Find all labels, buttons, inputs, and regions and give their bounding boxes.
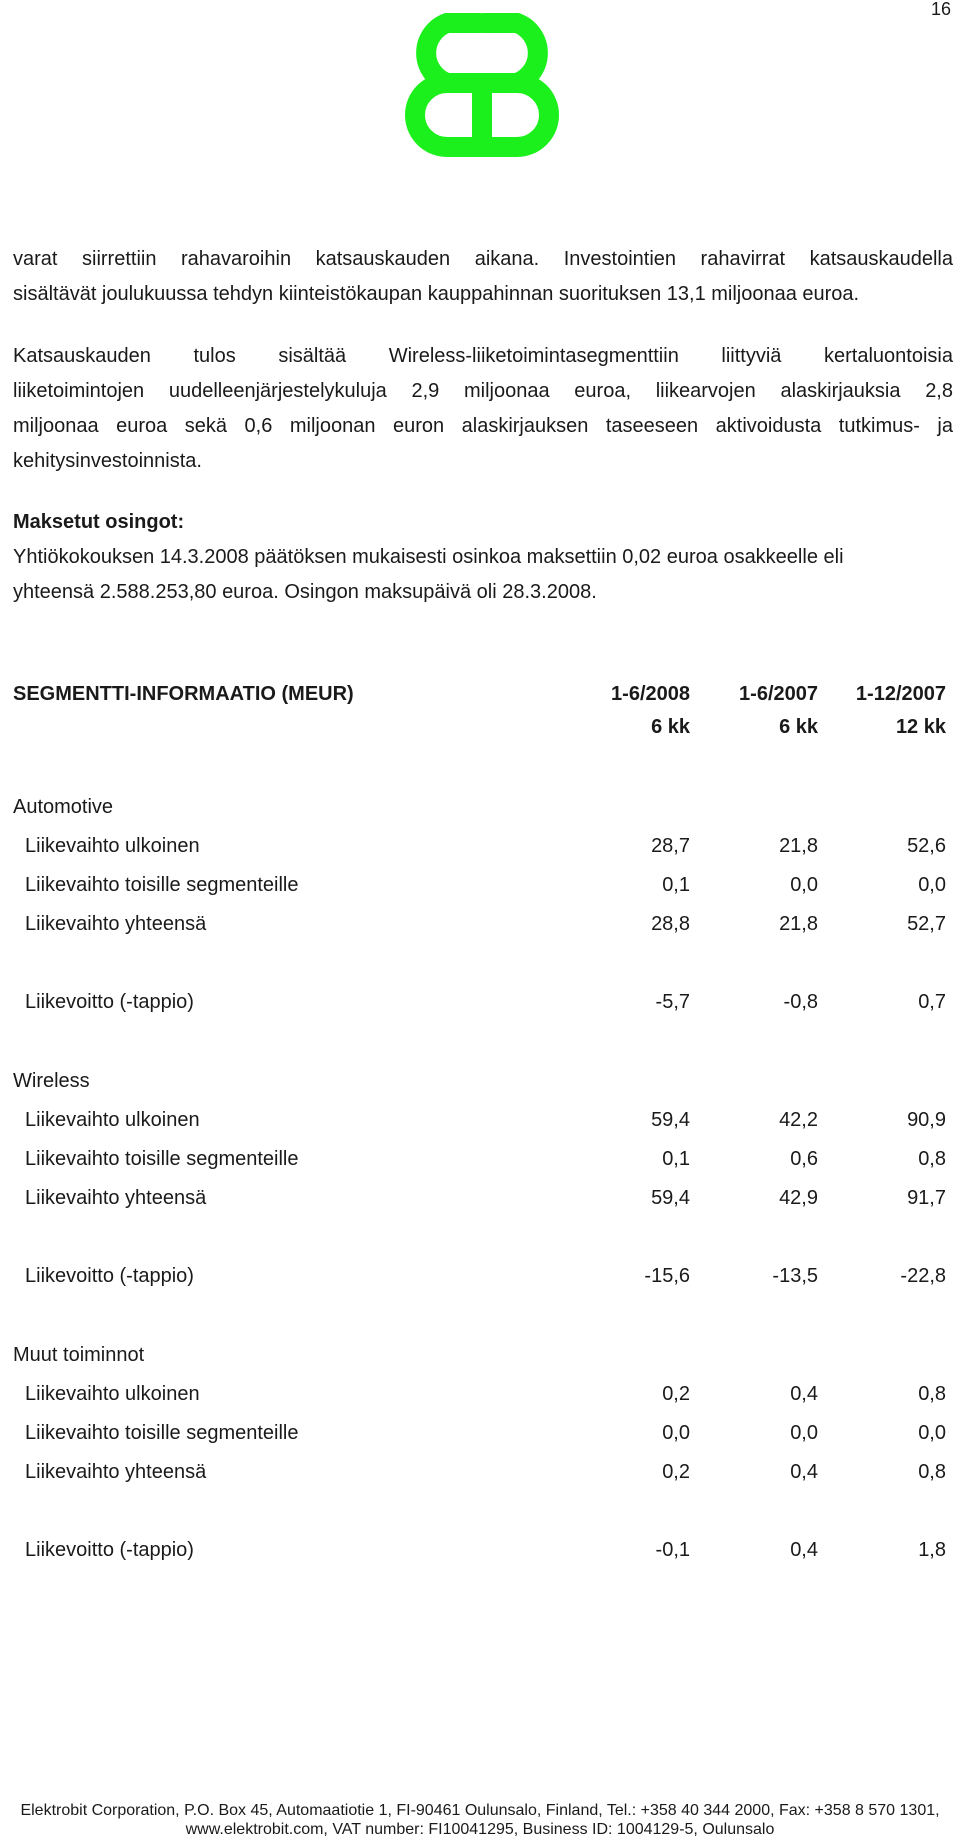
row-value: 0,0 bbox=[662, 1422, 690, 1444]
section-heading-row bbox=[0, 1065, 960, 1097]
row-label: Liikevaihto yhteensä bbox=[25, 1187, 207, 1209]
row-label: Liikevoitto (-tappio) bbox=[25, 991, 194, 1013]
footer-company-ids: www.elektrobit.com, VAT number: FI10041295, Business ID: 1004129-5, Oulunsalo bbox=[185, 1821, 775, 1838]
row-value: -0,8 bbox=[783, 991, 818, 1013]
section-name: Wireless bbox=[13, 1070, 90, 1092]
row-value: -15,6 bbox=[644, 1265, 690, 1287]
row-value: -13,5 bbox=[772, 1265, 818, 1287]
paragraph-line: miljoonaa euroa sekä 0,6 miljoonan euron alaskirjauksen taseeseen aktivoidusta tutkimus- ja bbox=[13, 415, 953, 437]
row-value: 0,2 bbox=[662, 1461, 690, 1483]
paragraph-line: Katsauskauden tulos sisältää Wireless-liiketoimintasegmenttiin liittyviä kertaluontoisia bbox=[13, 345, 953, 367]
table-row bbox=[0, 1378, 960, 1410]
row-value: 0,0 bbox=[790, 874, 818, 896]
section-heading-row bbox=[0, 791, 960, 823]
row-value: 21,8 bbox=[779, 913, 818, 935]
paragraph-cash-flow bbox=[13, 242, 953, 312]
row-value: 0,0 bbox=[918, 1422, 946, 1444]
column-header: 1-6/2008 bbox=[611, 683, 690, 705]
row-value: 0,7 bbox=[918, 991, 946, 1013]
dividends-heading: Maksetut osingot: bbox=[13, 511, 185, 533]
column-subheader: 6 kk bbox=[779, 716, 818, 738]
row-value: 59,4 bbox=[651, 1187, 690, 1209]
table-row bbox=[0, 1417, 960, 1449]
row-value: 21,8 bbox=[779, 835, 818, 857]
row-value: 0,2 bbox=[662, 1383, 690, 1405]
row-label: Liikevaihto yhteensä bbox=[25, 913, 207, 935]
table-row bbox=[0, 1143, 960, 1175]
row-value: 42,2 bbox=[779, 1109, 818, 1131]
row-value: 0,6 bbox=[790, 1148, 818, 1170]
row-value: 42,9 bbox=[779, 1187, 818, 1209]
table-row-profit bbox=[0, 1260, 960, 1292]
dividends-line: Yhtiökokouksen 14.3.2008 päätöksen mukaisesti osinkoa maksettiin 0,02 euroa osakkeelle eli bbox=[13, 546, 844, 568]
row-label: Liikevaihto ulkoinen bbox=[25, 1383, 200, 1405]
table-row bbox=[0, 1182, 960, 1214]
row-value: 0,8 bbox=[918, 1383, 946, 1405]
row-value: 0,0 bbox=[790, 1422, 818, 1444]
row-value: 59,4 bbox=[651, 1109, 690, 1131]
row-label: Liikevaihto ulkoinen bbox=[25, 835, 200, 857]
table-row-profit bbox=[0, 1534, 960, 1566]
table-row bbox=[0, 869, 960, 901]
row-value: 0,4 bbox=[790, 1461, 818, 1483]
dividends-line: yhteensä 2.588.253,80 euroa. Osingon maksupäivä oli 28.3.2008. bbox=[13, 581, 597, 603]
row-value: 1,8 bbox=[918, 1539, 946, 1561]
paragraph-result bbox=[13, 339, 953, 479]
row-label: Liikevoitto (-tappio) bbox=[25, 1539, 194, 1561]
column-subheader: 12 kk bbox=[895, 716, 946, 738]
row-value: 0,8 bbox=[918, 1461, 946, 1483]
elektrobit-logo bbox=[392, 5, 572, 165]
row-value: 52,6 bbox=[907, 835, 946, 857]
table-subheader-row bbox=[0, 711, 960, 743]
row-value: 28,7 bbox=[651, 835, 690, 857]
row-value: 0,1 bbox=[662, 1148, 690, 1170]
column-header: 1-6/2007 bbox=[739, 683, 818, 705]
row-value: -5,7 bbox=[655, 991, 690, 1013]
section-heading-row bbox=[0, 1339, 960, 1371]
paragraph-line: kehitysinvestoinnista. bbox=[13, 450, 202, 472]
row-value: 0,4 bbox=[790, 1383, 818, 1405]
table-title: SEGMENTTI-INFORMAATIO (MEUR) bbox=[13, 683, 354, 705]
dividends-text bbox=[13, 540, 943, 610]
row-value: 28,8 bbox=[651, 913, 690, 935]
page-number: 16 bbox=[930, 0, 951, 19]
section-name: Muut toiminnot bbox=[13, 1344, 145, 1366]
table-header-row bbox=[0, 678, 960, 710]
row-value: 91,7 bbox=[907, 1187, 946, 1209]
footer-address: Elektrobit Corporation, P.O. Box 45, Automaatiotie 1, FI-90461 Oulunsalo, Finland, Tel.: +358 40 344 2000, Fax: +358 8 570 1301, bbox=[20, 1802, 940, 1819]
row-label: Liikevaihto toisille segmenteille bbox=[25, 874, 299, 896]
paragraph-line: sisältävät joulukuussa tehdyn kiinteistökaupan kauppahinnan suorituksen 13,1 miljoonaa euroa. bbox=[13, 283, 860, 305]
row-value: 0,0 bbox=[918, 874, 946, 896]
row-value: 0,8 bbox=[918, 1148, 946, 1170]
row-value: 0,4 bbox=[790, 1539, 818, 1561]
row-value: 52,7 bbox=[907, 913, 946, 935]
row-label: Liikevoitto (-tappio) bbox=[25, 1265, 194, 1287]
table-row bbox=[0, 830, 960, 862]
table-row bbox=[0, 908, 960, 940]
row-label: Liikevaihto ulkoinen bbox=[25, 1109, 200, 1131]
row-value: -22,8 bbox=[900, 1265, 946, 1287]
section-name: Automotive bbox=[13, 796, 114, 818]
table-row-profit bbox=[0, 986, 960, 1018]
column-header: 1-12/2007 bbox=[855, 683, 946, 705]
row-value: 0,1 bbox=[662, 874, 690, 896]
row-value: 90,9 bbox=[907, 1109, 946, 1131]
table-row bbox=[0, 1456, 960, 1488]
row-label: Liikevaihto toisille segmenteille bbox=[25, 1148, 299, 1170]
row-label: Liikevaihto toisille segmenteille bbox=[25, 1422, 299, 1444]
row-label: Liikevaihto yhteensä bbox=[25, 1461, 207, 1483]
row-value: -0,1 bbox=[655, 1539, 690, 1561]
paragraph-line: varat siirrettiin rahavaroihin katsauskauden aikana. Investointien rahavirrat katsauskaudella bbox=[13, 248, 953, 270]
table-row bbox=[0, 1104, 960, 1136]
column-subheader: 6 kk bbox=[651, 716, 690, 738]
paragraph-line: liiketoimintojen uudelleenjärjestelykuluja 2,9 miljoonaa euroa, liikearvojen alaskirjauksia 2,8 bbox=[13, 380, 953, 402]
